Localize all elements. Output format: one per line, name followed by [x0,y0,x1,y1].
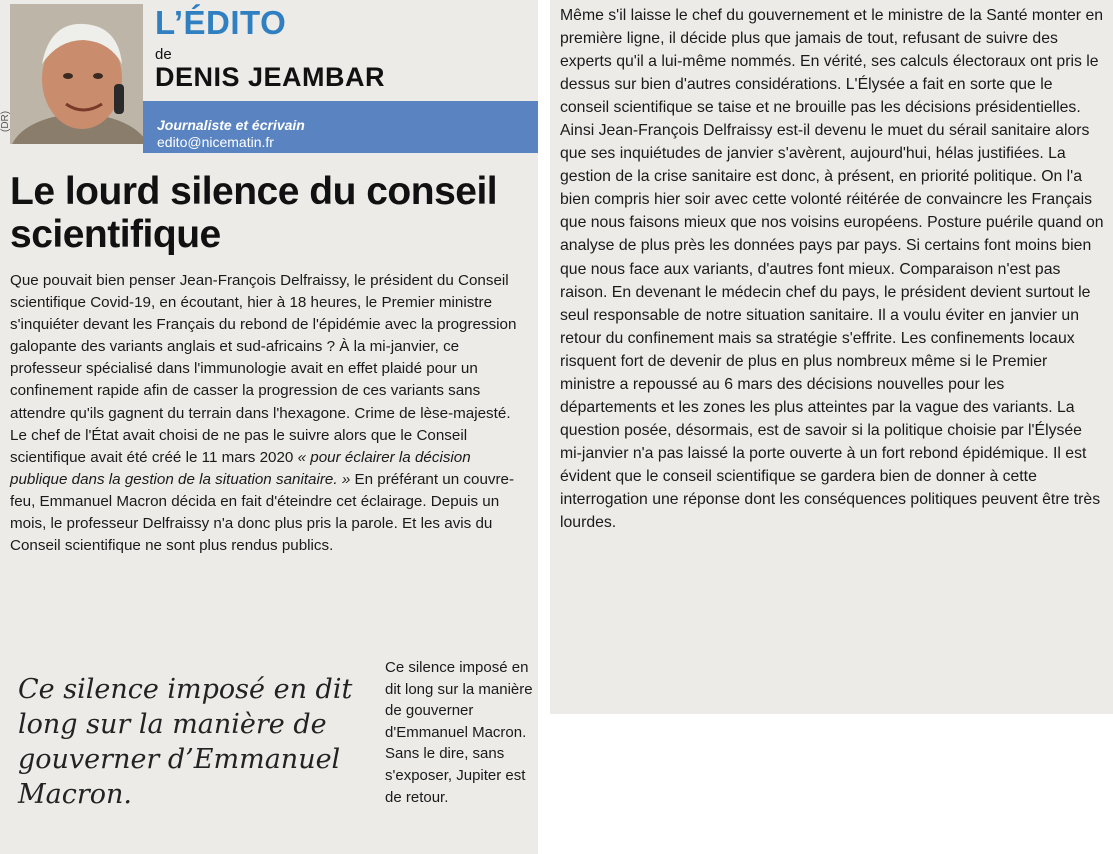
author-name: DENIS JEAMBAR [155,62,386,92]
author-email: edito@nicematin.fr [157,134,274,150]
pull-quote: Ce silence imposé en dit long sur la manière de gouverner d’Emmanuel Macron. [18,674,353,810]
body-intro: Que pouvait bien penser Jean-François Delfraissy, le président du Conseil scientifique Covid-19, en écoutant, hier à 18 heures, le Premier ministre s'inquiéter devant les Français du rebond de l'épidémie avec la progression galopante des variants anglais et sud-africains ? À la mi-janvier, ce professeur spécialisé dans l'immunologie avait en effet plaidé pour un confinement rapide afin de casser la progression de ces variants sans attendre qu'ils gagnent du terrain dans l'hexagone. Crime de lèse-majesté. Le chef de l'État avait choisi de ne pas le suivre alors que le Conseil scientifique avait été créé le 11 mars 2020 [10,272,517,466]
author-role: Journaliste et écrivain [157,117,305,133]
body-quote: « pour éclairer la décision publique dans la gestion de la situation sanitaire. » [10,448,471,488]
by-word: de [155,46,172,63]
author-photo [10,4,143,144]
continuation-paragraph: Même s'il laisse le chef du gouvernement et le ministre de la Santé monter en première ligne, il décide plus que jamais de tout, refusant de suivre des experts qu'il a lui-même nommés. En vérité, ses calculs électoraux ont pris le dessus sur bien d'autres considérations. L'Élysée a fait en sorte que le conseil scientifique se taise et ne brouille pas les décisions présidentielles. Ainsi Jean-François Delfraissy est-il devenu le muet du sérail sanitaire alors que ses inquiétudes de janvier s'avèrent, aujourd'hui, hélas justifiées. La gestion de la crise sanitaire est donc, à présent, en priorité politique. On l'a bien compris hier soir avec cette volonté réitérée de convaincre les Français que nous faisons mieux que nos voisins européens. Posture puérile quand on analyse de plus près les données pays par pays. Si certains font moins bien que nous face aux variants, d'autres font mieux. Comparaison n'est pas raison. En devenant le médecin chef du pays, le président devient surtout le seul responsable de notre situation sanitaire. Il a voulu éviter en janvier un retour du confinement mais sa stratégie s'effrite. Les confinements locaux risquent fort de devenir de plus en plus nombreux même si le Premier ministre a repoussé au 6 mars des décisions nouvelles pour les départements et les zones les plus atteintes par la vague des variants. La question posée, désormais, est de savoir si la politique choisie par l'Élysée mi-janvier n'a pas laissé la porte ouverte à un fort rebond épidémique. Il est évident que le conseil scientifique se gardera bien de donner à cette interrogation une réponse dont les conséquences politiques peuvent être très lourdes. [560,7,1104,532]
body-rest: En préférant un couvre-feu, Emmanuel Macron décida en fait d'éteindre cet éclairage. Depuis un mois, le professeur Delfraissy n'a donc plus pris la parole. Et les avis du Conseil scientifique ne sont plus rendus publics. [10,470,515,555]
headline: Le lourd silence du conseil scientifique [10,170,498,256]
side-note: Ce silence imposé en dit long sur la manière de gouverner d'Emmanuel Macron. Sans le dire, sans s'exposer, Jupiter est de retour. [385,659,533,806]
article-continuation [560,4,1105,534]
photo-credit: (DR) [0,110,11,132]
section-title: L’ÉDITO [155,4,287,41]
article-body [10,270,530,557]
